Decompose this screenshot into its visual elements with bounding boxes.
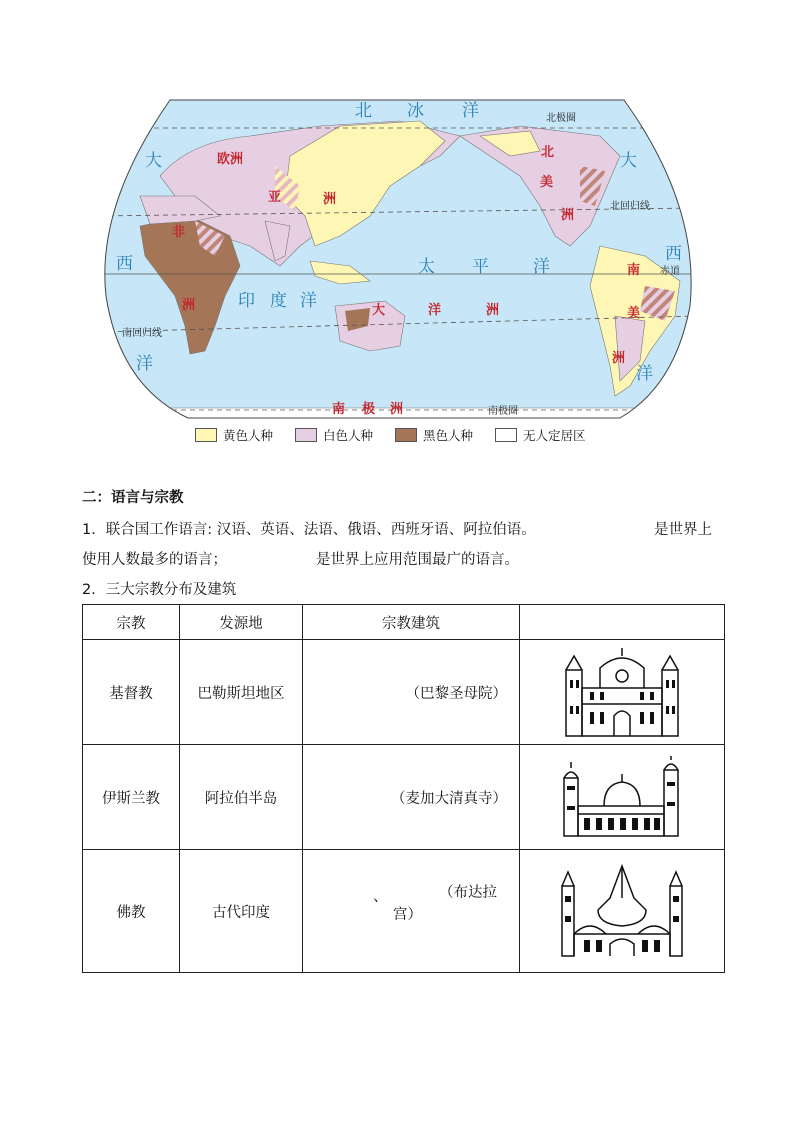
building-name-part2: 宫）	[393, 907, 422, 923]
table-row	[83, 640, 725, 745]
church-icon	[560, 646, 684, 738]
ocean-label: 平	[472, 257, 489, 277]
building-separator: 、	[373, 889, 388, 905]
ocean-label: 冰	[407, 101, 424, 121]
header-image	[520, 605, 725, 640]
origin-cell: 古代印度	[180, 850, 303, 973]
legend-label: 白色人种	[323, 428, 374, 443]
ocean-label: 太	[418, 257, 435, 277]
paragraph-languages-line2b: 是世界上应用范围最广的语言。	[316, 552, 519, 568]
continent-label: 洲	[561, 208, 575, 223]
arctic-circle-label: 北极圈	[546, 113, 576, 124]
continent-label: 南	[627, 263, 641, 278]
ocean-label: 北	[355, 101, 372, 121]
legend-item-black	[395, 426, 473, 444]
header-origin: 发源地	[180, 605, 303, 640]
legend-item-uninhabited	[495, 426, 586, 444]
legend-swatch	[395, 428, 417, 442]
building-cell: （麦加大清真寺）	[303, 745, 520, 850]
map-legend	[195, 426, 586, 444]
continent-label: 洲	[612, 351, 626, 366]
section-title: 二：语言与宗教	[82, 490, 184, 506]
continent-label: 美	[627, 306, 641, 321]
continent-label: 美	[540, 175, 554, 190]
building-cell	[303, 850, 520, 973]
paragraph-languages-line2a: 使用人数最多的语言；	[82, 552, 227, 568]
tropic-south-label: 南回归线	[122, 328, 162, 339]
ocean-label: 大	[620, 151, 637, 171]
image-cell	[520, 640, 725, 745]
religion-cell: 基督教	[83, 640, 180, 745]
image-cell	[520, 850, 725, 973]
ocean-label: 洋	[462, 101, 479, 121]
ocean-label: 西	[665, 244, 682, 264]
legend-label: 黄色人种	[223, 428, 274, 443]
religion-cell: 伊斯兰教	[83, 745, 180, 850]
legend-swatch	[295, 428, 317, 442]
paragraph-religions-heading: 2．三大宗教分布及建筑	[82, 582, 237, 598]
tropic-north-label: 北回归线	[610, 201, 650, 212]
ocean-label: 洋	[136, 354, 153, 374]
world-race-map	[100, 96, 694, 448]
ocean-label: 洋	[533, 257, 550, 277]
continent-label: 北	[541, 145, 555, 160]
ocean-label: 洋	[636, 364, 653, 384]
origin-cell: 巴勒斯坦地区	[180, 640, 303, 745]
world-map-svg	[100, 96, 694, 448]
ocean-label: 洋	[300, 291, 317, 311]
religion-table	[82, 604, 725, 973]
paragraph-languages-line1: 1．联合国工作语言: 汉语、英语、法语、俄语、西班牙语、阿拉伯语。	[82, 522, 536, 538]
header-religion: 宗教	[83, 605, 180, 640]
continent-label: 欧洲	[217, 152, 244, 167]
table-row	[83, 745, 725, 850]
continent-label: 亚	[268, 190, 282, 205]
legend-item-white	[295, 426, 373, 444]
equator-label: 赤道	[660, 266, 680, 277]
legend-label: 黑色人种	[423, 428, 474, 443]
legend-swatch	[495, 428, 517, 442]
religion-cell: 佛教	[83, 850, 180, 973]
ocean-label: 度	[270, 291, 287, 311]
continent-label: 极	[362, 402, 376, 417]
continent-label: 洲	[390, 402, 404, 417]
paragraph-languages-tail: 是世界上	[654, 522, 712, 538]
mosque-icon	[560, 756, 684, 838]
continent-label: 南	[332, 402, 346, 417]
header-building: 宗教建筑	[303, 605, 520, 640]
table-header-row	[83, 605, 725, 640]
building-name-part1: （布达拉	[439, 885, 497, 901]
continent-label: 非	[172, 225, 186, 240]
table-row	[83, 850, 725, 973]
legend-item-yellow	[195, 426, 273, 444]
ocean-label: 大	[145, 151, 162, 171]
building-cell: （巴黎圣母院）	[303, 640, 520, 745]
antarctic-circle-label: 南极圈	[488, 406, 518, 417]
continent-label: 洲	[323, 192, 337, 207]
legend-label: 无人定居区	[523, 428, 586, 443]
continent-label: 洲	[182, 298, 196, 313]
image-cell	[520, 745, 725, 850]
continent-label: 洲	[486, 303, 500, 318]
continent-label: 洋	[428, 303, 442, 318]
origin-cell: 阿拉伯半岛	[180, 745, 303, 850]
legend-swatch	[195, 428, 217, 442]
ocean-label: 西	[116, 254, 133, 274]
ocean-label: 印	[238, 291, 255, 311]
pagoda-icon	[560, 864, 684, 958]
continent-label: 大	[372, 303, 386, 318]
